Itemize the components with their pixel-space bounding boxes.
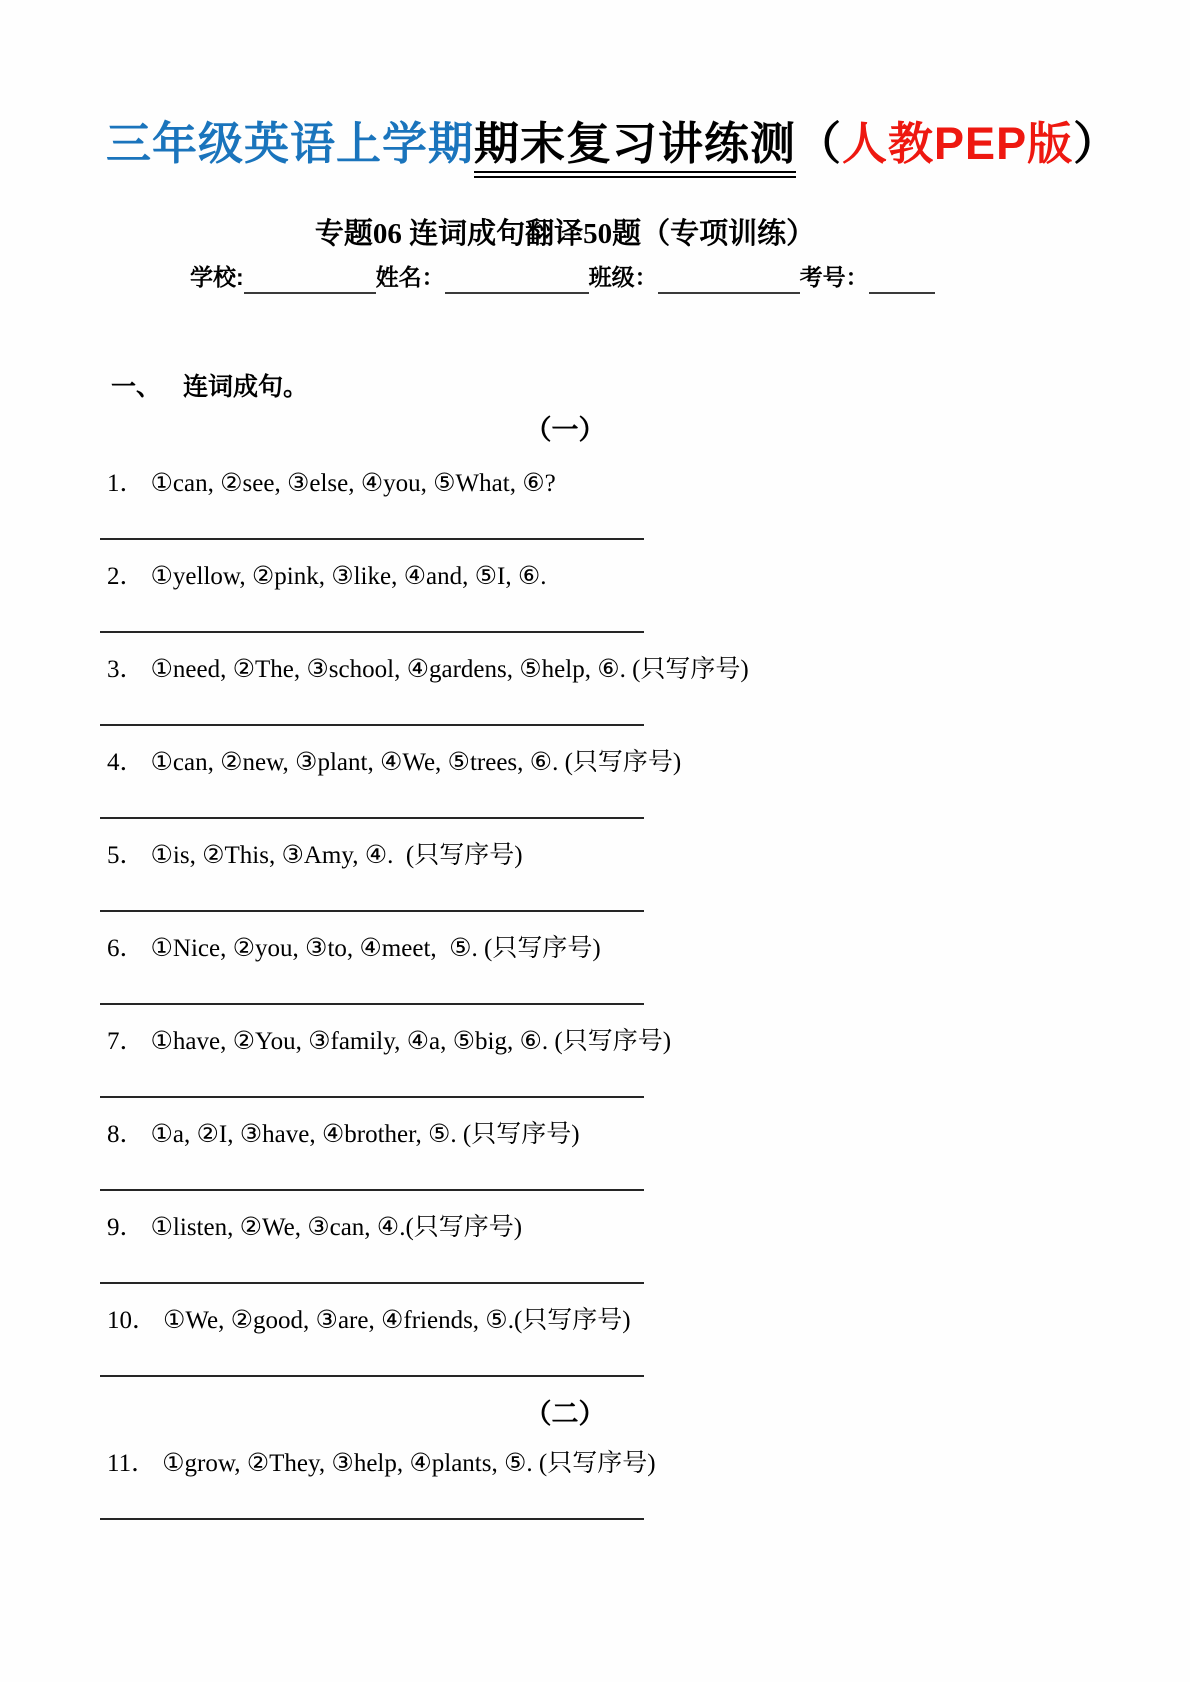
question-6 bbox=[107, 931, 1190, 1005]
group-2-questions bbox=[107, 1446, 1190, 1520]
answer-blank-line-11 bbox=[100, 1518, 644, 1520]
question-2-text: ①yellow, ②pink, ③like, ④and, ⑤I, ⑥. bbox=[150, 563, 547, 590]
question-4 bbox=[107, 745, 1190, 819]
answer-blank-line-1 bbox=[100, 538, 644, 540]
question-1-text: ①can, ②see, ③else, ④you, ⑤What, ⑥? bbox=[150, 470, 556, 497]
question-3-number: 3． bbox=[107, 656, 145, 683]
answer-blank-line-3 bbox=[100, 724, 644, 726]
school-blank-line bbox=[244, 266, 376, 294]
page-subtitle: 专题06 连词成句翻译50题（专项训练） bbox=[314, 218, 816, 250]
group-1-questions bbox=[107, 466, 1190, 1377]
section-title: 连词成句。 bbox=[183, 373, 309, 401]
question-4-text: ①can, ②new, ③plant, ④We, ⑤trees, ⑥. (只写序号) bbox=[150, 749, 682, 776]
question-11-text: ①grow, ②They, ③help, ④plants, ⑤. (只写序号) bbox=[162, 1450, 656, 1477]
question-5 bbox=[107, 838, 1190, 912]
title-close-paren: ） bbox=[1073, 118, 1120, 169]
question-7 bbox=[107, 1024, 1190, 1098]
question-2 bbox=[107, 559, 1190, 633]
question-8-number: 8． bbox=[107, 1121, 145, 1148]
title-grade-part: 三年级英语上学期 bbox=[106, 118, 475, 169]
title-edition-part: 人教PEP版 bbox=[842, 118, 1074, 169]
question-11-number: 11． bbox=[107, 1450, 157, 1477]
title-topic-part: 期末复习讲练测 bbox=[474, 118, 796, 178]
name-blank-line bbox=[445, 266, 589, 294]
group-1-heading: （一） bbox=[524, 415, 606, 445]
info-bar bbox=[190, 260, 1190, 294]
question-6-number: 6． bbox=[107, 935, 145, 962]
answer-blank-line-6 bbox=[100, 1003, 644, 1005]
page-title bbox=[106, 112, 1190, 176]
question-6-text: ①Nice, ②you, ③to, ④meet, ⑤. (只写序号) bbox=[150, 935, 601, 962]
question-8 bbox=[107, 1117, 1190, 1191]
answer-blank-line-4 bbox=[100, 817, 644, 819]
name-label: 姓名： bbox=[375, 264, 445, 290]
question-5-text: ①is, ②This, ③Amy, ④. (只写序号) bbox=[150, 842, 523, 869]
question-10-number: 10． bbox=[107, 1307, 158, 1334]
question-5-number: 5． bbox=[107, 842, 145, 869]
answer-blank-line-8 bbox=[100, 1189, 644, 1191]
answer-blank-line-10 bbox=[100, 1375, 644, 1377]
question-9-text: ①listen, ②We, ③can, ④.(只写序号) bbox=[150, 1214, 523, 1241]
question-3 bbox=[107, 652, 1190, 726]
class-label: 班级： bbox=[588, 264, 658, 290]
answer-blank-line-5 bbox=[100, 910, 644, 912]
question-9 bbox=[107, 1210, 1190, 1284]
section-header bbox=[111, 369, 1190, 405]
question-7-text: ①have, ②You, ③family, ④a, ⑤big, ⑥. (只写序号) bbox=[150, 1028, 672, 1055]
class-blank-line bbox=[658, 266, 800, 294]
question-8-text: ①a, ②I, ③have, ④brother, ⑤. (只写序号) bbox=[150, 1121, 580, 1148]
question-9-number: 9． bbox=[107, 1214, 145, 1241]
exam-no-blank-line bbox=[869, 266, 935, 294]
title-open-paren: （ bbox=[796, 118, 843, 169]
question-1-number: 1． bbox=[107, 470, 145, 497]
exam-no-label: 考号： bbox=[799, 264, 869, 290]
question-3-text: ①need, ②The, ③school, ④gardens, ⑤help, ⑥. (只写序号) bbox=[150, 656, 749, 683]
group-2-heading: （二） bbox=[524, 1399, 606, 1429]
question-2-number: 2． bbox=[107, 563, 145, 590]
question-4-number: 4． bbox=[107, 749, 145, 776]
question-group-2 bbox=[0, 1396, 1190, 1520]
question-10 bbox=[107, 1303, 1190, 1377]
question-7-number: 7． bbox=[107, 1028, 145, 1055]
section-index: 一、 bbox=[111, 373, 162, 401]
answer-blank-line-7 bbox=[100, 1096, 644, 1098]
answer-blank-line-2 bbox=[100, 631, 644, 633]
answer-blank-line-9 bbox=[100, 1282, 644, 1284]
question-11 bbox=[107, 1446, 1190, 1520]
question-group-1 bbox=[0, 412, 1190, 1377]
question-10-text: ①We, ②good, ③are, ④friends, ⑤.(只写序号) bbox=[163, 1307, 631, 1334]
school-label: 学校: bbox=[190, 264, 244, 290]
question-1 bbox=[107, 466, 1190, 540]
